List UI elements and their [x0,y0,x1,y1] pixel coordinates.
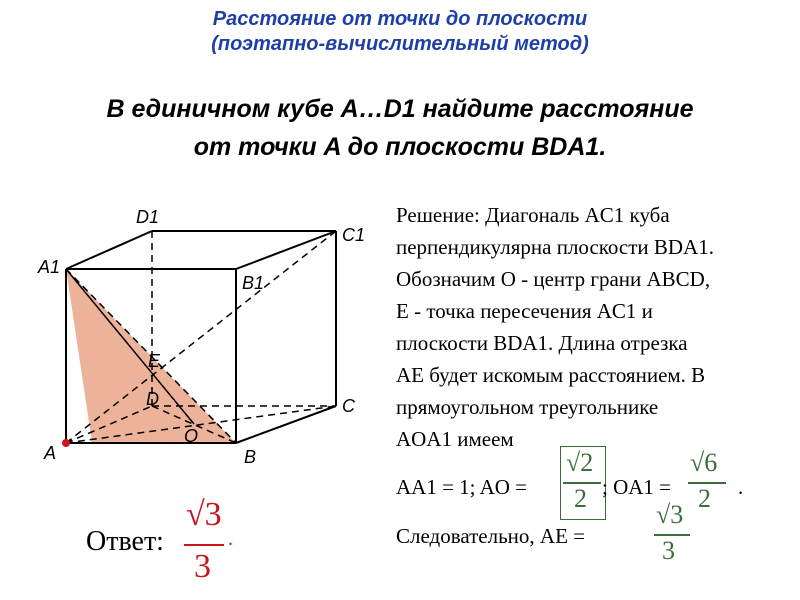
eq-oa1: ; OA1 = [602,475,672,499]
label-o: O [184,426,199,446]
label-c1: C1 [342,225,366,245]
label-e: E [148,351,161,371]
den-3: 3 [662,536,675,565]
answer-sqrt-symbol: √3 [186,496,222,533]
solution-line-1: Решение: Диагональ AC1 куба [396,203,670,227]
sqrt3-value: 3 [670,500,684,529]
sqrt3-symbol: √3 [656,500,684,529]
conclusion: Следовательно, AE = [396,524,586,548]
cube-figure [30,195,410,495]
eq-aa1: AA1 = 1; AO = [396,475,528,499]
sqrt6-symbol: √6 [690,448,718,477]
sqrt6-value: 6 [704,448,718,477]
label-b: B [244,447,257,467]
solution-line-3: Обозначим O - центр грани ABCD, [396,267,711,291]
sqrt2-symbol: √2 [566,448,594,477]
answer-label: Ответ: [86,526,164,557]
den-2: 2 [574,484,587,513]
label-a: A [44,443,57,463]
solution-line-2: перпендикулярна плоскости BDA1. [396,235,715,259]
solution-line-5: плоскости BDA1. Длина отрезка [396,331,688,355]
solution-line-8: AOA1 имеем [396,427,514,451]
eq-end: . [738,475,744,499]
sqrt2-value: 2 [580,448,594,477]
solution-line-6: AE будет искомым расстоянием. В [396,363,706,387]
label-a1: A1 [38,257,61,277]
label-d: D [146,389,159,409]
answer-frac-bar [184,544,224,546]
label-c: C [342,396,355,416]
label-b1: B1 [242,273,265,293]
header-subtitle: (поэтапно-вычислительный метод) [211,33,589,55]
header-title: Расстояние от точки до плоскости [212,8,588,30]
den-6: 2 [698,484,711,513]
task-line-2: от точки A до плоскости BDA1. [193,133,607,161]
answer-end: . [228,528,233,550]
solution-line-4: E - точка пересечения AC1 и [396,299,653,323]
point-a-dot [62,439,70,447]
answer-sqrt-value: 3 [204,496,222,533]
label-d1: D1 [136,207,160,227]
task-line-1: В единичном кубе A…D1 найдите расстояние [106,95,694,123]
answer-den: 3 [194,548,211,585]
solution-line-7: прямоугольном треугольнике [396,395,659,419]
